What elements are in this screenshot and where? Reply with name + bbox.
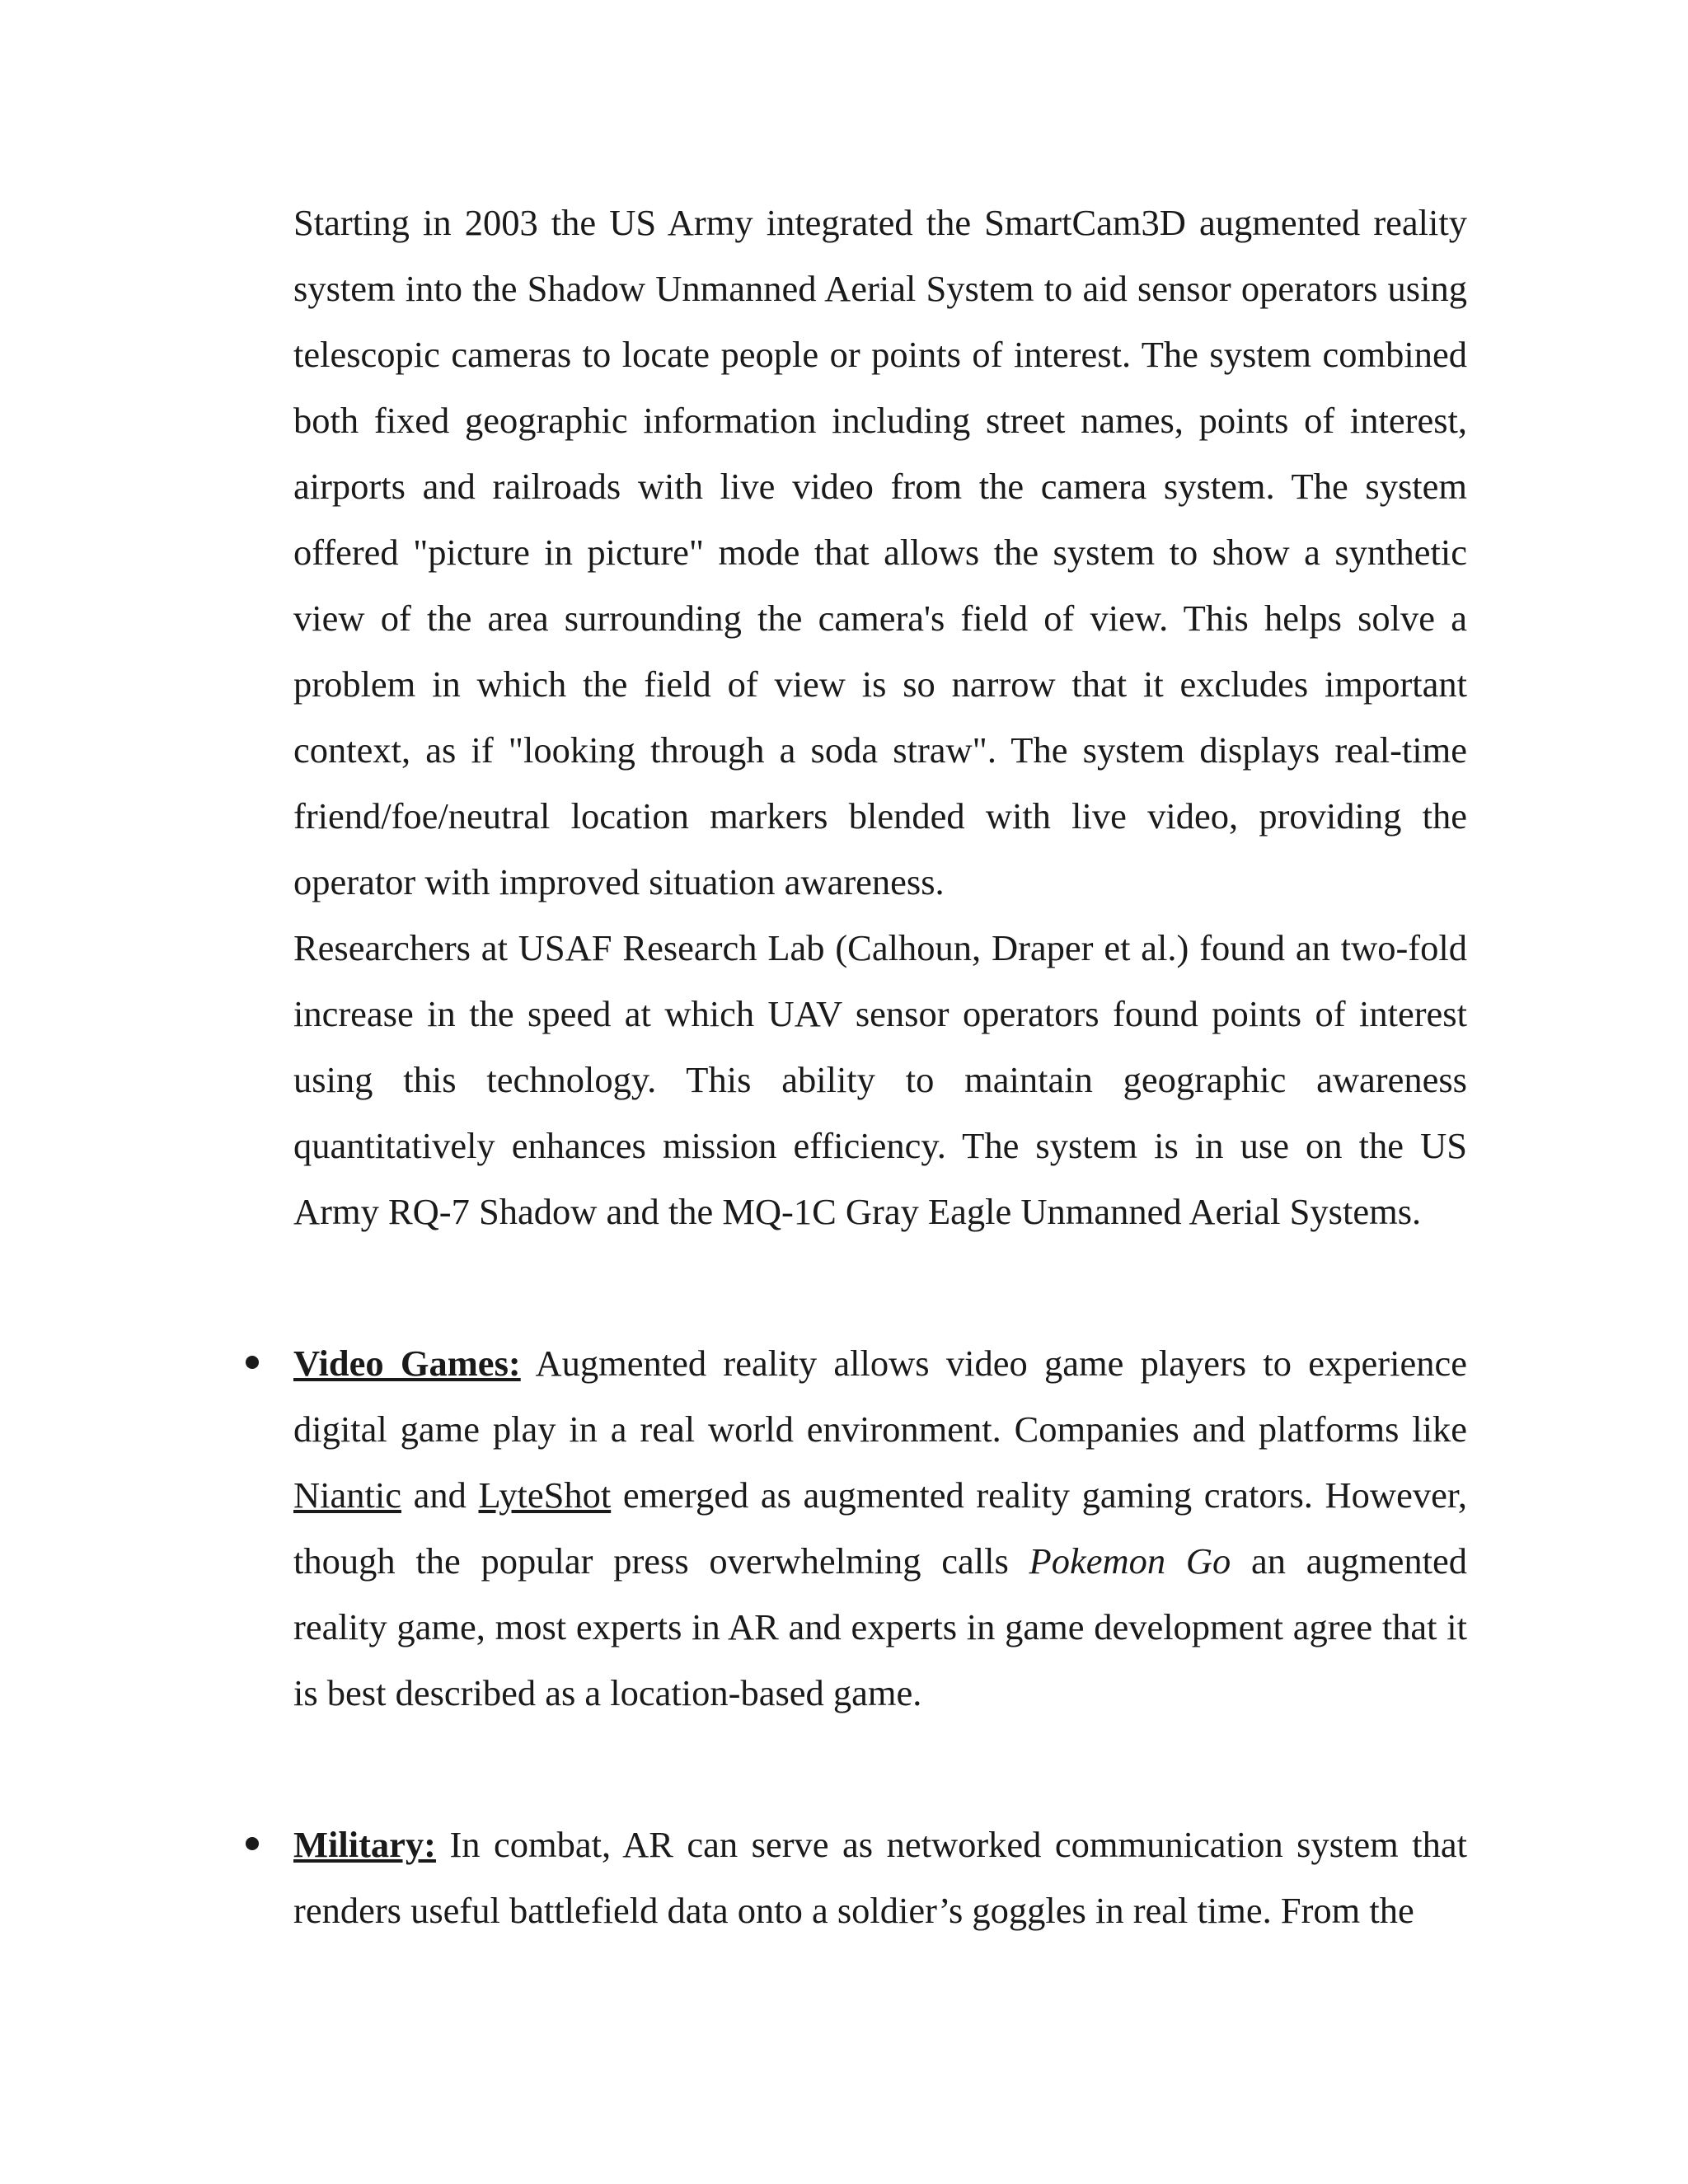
bullet-icon	[246, 1837, 259, 1850]
paragraph-usaf-research: Researchers at USAF Research Lab (Calhoun, Draper et al.) found an two-fold increase in the speed at which UAV sensor operators found points of interest using this technology. This ability to maintain geographic awareness quantitatively enhances mission efficiency. The system is in use on the US Army RQ-7 Shadow and the MQ-1C Gray Eagle Unmanned Aerial Systems.	[293, 927, 1467, 1232]
link-lyteshot[interactable]: LyteShot	[478, 1474, 612, 1516]
document-body	[293, 190, 1467, 1943]
list-item-military	[293, 1811, 1467, 1943]
bullet-text: and	[401, 1474, 479, 1516]
bullet-text: an augmented reality game, most experts in AR and experts in game development agree that it is best described as a location-based game.	[293, 1540, 1467, 1713]
list-item-video-games	[293, 1330, 1467, 1726]
bullet-icon	[246, 1356, 259, 1369]
paragraph-smartcam3d: Starting in 2003 the US Army integrated the SmartCam3D augmented reality system into the Shadow Unmanned Aerial System to aid sensor operators using telescopic cameras to locate people or points of interest. The system combined both fixed geographic information including street names, points of interest, airports and railroads with live video from the camera system. The system offered "picture in picture" mode that allows the system to show a synthetic view of the area surrounding the camera's field of view. This helps solve a problem in which the field of view is so narrow that it excludes important context, as if "looking through a soda straw". The system displays real-time friend/foe/neutral location markers blended with live video, providing the operator with improved situation awareness.	[293, 202, 1467, 902]
bullet-label-military: Military:	[293, 1824, 436, 1865]
bullet-label-video-games: Video Games:	[293, 1343, 521, 1384]
bullet-text: Augmented reality allows video game players to experience digital game play in a real world environment. Companies and platforms like	[293, 1343, 1467, 1450]
bullet-text: emerged as augmented reality gaming crators. However, though the popular press overwhelming calls	[293, 1474, 1467, 1582]
bullet-text: In combat, AR can serve as networked communication system that renders useful battlefield data onto a soldier’s goggles in real time. From the	[293, 1824, 1467, 1931]
italic-title-pokemon-go: Pokemon Go	[1029, 1540, 1231, 1582]
link-niantic[interactable]: Niantic	[293, 1474, 401, 1516]
